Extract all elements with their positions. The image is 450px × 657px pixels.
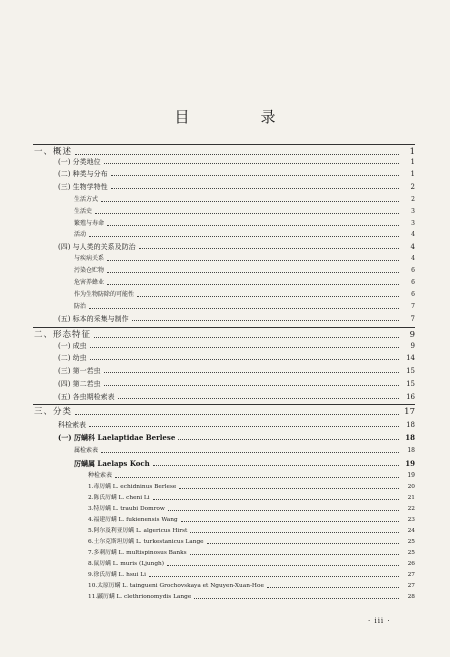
toc-entry-label: 科检索表: [58, 421, 86, 429]
toc-entry-label: 9.徐氏厉螨 L. hsui Li: [88, 572, 146, 578]
section-divider: [33, 327, 415, 328]
toc-entry-page: 25: [407, 539, 415, 545]
toc-entry-page: 7: [410, 315, 415, 323]
dot-leader: [179, 488, 399, 489]
toc-entry-page: 6: [411, 267, 415, 274]
toc-entry-page: 14: [406, 354, 415, 362]
toc-entry-label: 7.多刺厉螨 L. multispinosus Banks: [88, 550, 187, 556]
toc-entry[interactable]: [58, 170, 415, 178]
dot-leader: [101, 452, 399, 453]
dot-leader: [95, 213, 399, 214]
toc-entry-label: (五) 各虫期检索表: [58, 393, 115, 401]
dot-leader: [267, 587, 399, 588]
dot-leader: [89, 426, 399, 427]
dot-leader: [90, 359, 399, 360]
toc-entry[interactable]: [58, 354, 415, 362]
toc-entry[interactable]: [58, 380, 415, 388]
dot-leader: [107, 284, 399, 285]
toc-entry[interactable]: [74, 460, 415, 468]
dot-leader: [111, 188, 399, 189]
toc-entry-label: 生活史: [74, 208, 93, 215]
dot-leader: [178, 439, 399, 440]
page-title: 目 录: [174, 108, 304, 126]
toc-entry-label: (四) 第二若虫: [58, 380, 101, 388]
toc-entry-page: 1: [410, 158, 415, 166]
dot-leader: [111, 175, 399, 176]
toc-entry-label: 1.毒厉螨 L. echidninus Berlese: [88, 484, 177, 490]
page-number-footer: · iii ·: [368, 617, 391, 625]
toc-entry[interactable]: [88, 571, 415, 579]
toc-entry[interactable]: [74, 231, 415, 239]
toc-entry-label: (一) 分类地位: [58, 158, 101, 166]
toc-entry-page: 3: [411, 220, 415, 227]
toc-entry[interactable]: [58, 315, 415, 323]
toc-entry-label: (一) 厉螨科 Laelaptidae Berlese: [58, 433, 176, 442]
dot-leader: [94, 337, 399, 338]
toc-entry-page: 18: [406, 421, 415, 429]
toc-entry-page: 6: [411, 291, 415, 298]
dot-leader: [190, 532, 399, 533]
toc-entry-page: 16: [406, 393, 415, 401]
toc-entry-page: 15: [406, 380, 415, 388]
toc-entry-page: 19: [405, 459, 415, 468]
toc-entry[interactable]: [58, 342, 415, 350]
toc-entry[interactable]: [74, 447, 415, 455]
toc-entry[interactable]: [74, 291, 415, 299]
toc-entry-page: 18: [407, 447, 415, 454]
toc-entry-label: (四) 与人类的关系及防治: [58, 243, 136, 251]
toc-entry[interactable]: [58, 434, 415, 442]
toc-entry-label: 一、概述: [34, 147, 73, 157]
toc-entry[interactable]: [58, 421, 415, 429]
toc-entry[interactable]: [88, 549, 415, 557]
toc-entry-label: (三) 第一若虫: [58, 367, 101, 375]
dot-leader: [104, 372, 399, 373]
toc-entry[interactable]: [34, 330, 415, 340]
toc-entry-page: 21: [407, 495, 415, 501]
dot-leader: [194, 598, 399, 599]
toc-entry-label: 活动: [74, 231, 87, 238]
section-divider: [33, 404, 415, 405]
dot-leader: [207, 543, 399, 544]
toc-entry-label: 10.太原厉螨 L. taingueni Grochovskaya et Nguyen-Xuan-Hoe: [88, 583, 264, 589]
toc-entry[interactable]: [34, 407, 415, 417]
toc-entry-page: 23: [407, 517, 415, 523]
toc-entry-page: 18: [405, 433, 415, 442]
toc-entry[interactable]: [34, 147, 415, 157]
toc-entry[interactable]: [88, 582, 415, 590]
dot-leader: [181, 521, 399, 522]
dot-leader: [118, 398, 399, 399]
dot-leader: [107, 225, 399, 226]
dot-leader: [75, 414, 399, 415]
toc-entry-page: 25: [407, 550, 415, 556]
toc-entry-page: 4: [411, 231, 415, 238]
toc-entry-page: 17: [404, 407, 415, 417]
toc-entry-label: 属检索表: [74, 447, 99, 454]
dot-leader: [190, 554, 399, 555]
toc-entry-label: 厉螨属 Laelaps Koch: [74, 459, 150, 468]
dot-leader: [132, 320, 399, 321]
dot-leader: [115, 477, 399, 478]
toc-entry-label: 2.陈氏厉螨 L. cheni Li: [88, 495, 150, 501]
toc-entry-page: 6: [411, 279, 415, 286]
dot-leader: [89, 308, 399, 309]
toc-entry[interactable]: [88, 516, 415, 524]
toc-entry-label: 4.福建厉螨 L. fukienensis Wang: [88, 517, 178, 523]
toc-entry[interactable]: [74, 255, 415, 263]
dot-leader: [75, 154, 399, 155]
dot-leader: [153, 499, 399, 500]
toc-entry-label: 危害养蜂业: [74, 279, 105, 286]
toc-entry-label: 污染仓贮物: [74, 267, 105, 274]
toc-entry-page: 4: [411, 255, 415, 262]
toc-entry[interactable]: [74, 208, 415, 216]
toc-entry-page: 28: [407, 594, 415, 600]
dot-leader: [89, 236, 399, 237]
toc-entry-label: 3.特厉螨 L. traubi Domrow: [88, 506, 165, 512]
toc-entry[interactable]: [88, 560, 415, 568]
toc-entry-label: 生活方式: [74, 196, 99, 203]
toc-entry-label: 8.鼠厉螨 L. muris (Ljungh): [88, 561, 165, 567]
toc-entry-label: (三) 生物学特性: [58, 183, 108, 191]
toc-entry-label: 5.阿尔及利亚厉螨 L. algericus Hirst: [88, 528, 188, 534]
toc-entry[interactable]: [58, 158, 415, 166]
toc-entry[interactable]: [88, 538, 415, 546]
dot-leader: [107, 272, 399, 273]
toc-entry[interactable]: [74, 196, 415, 204]
toc-entry-page: 1: [409, 147, 415, 157]
dot-leader: [104, 163, 399, 164]
dot-leader: [149, 576, 399, 577]
toc-entry[interactable]: [88, 527, 415, 535]
toc-entry-page: 20: [407, 484, 415, 490]
toc-entry-page: 9: [410, 342, 415, 350]
toc-entry[interactable]: [58, 243, 415, 251]
toc-entry-page: 3: [411, 208, 415, 215]
toc-entry-label: (二) 种类与分布: [58, 170, 108, 178]
toc-entry-label: 繁殖与寿命: [74, 220, 105, 227]
toc-entry-page: 26: [407, 561, 415, 567]
toc-entry-page: 2: [410, 183, 415, 191]
toc-entry-label: 种检索表: [88, 472, 113, 479]
toc-entry-label: 二、形态特征: [34, 330, 92, 340]
toc-entry[interactable]: [58, 367, 415, 375]
toc-entry[interactable]: [58, 183, 415, 191]
toc-entry-page: 27: [407, 583, 415, 589]
toc-entry[interactable]: [58, 393, 415, 401]
toc-entry-label: 防治: [74, 303, 87, 310]
toc-entry-page: 27: [407, 572, 415, 578]
toc-entry-page: 1: [410, 170, 415, 178]
toc-entry-label: 6.土尔克斯坦厉螨 L. turkestanicus Lange: [88, 539, 204, 545]
toc-entry-page: 15: [406, 367, 415, 375]
toc-entry-page: 22: [407, 506, 415, 512]
toc-entry-label: (五) 标本的采集与制作: [58, 315, 129, 323]
toc-entry-label: 作为生物防除的可能性: [74, 291, 135, 298]
dot-leader: [167, 565, 399, 566]
toc-entry-page: 2: [411, 196, 415, 203]
toc-entry[interactable]: [88, 505, 415, 513]
toc-entry[interactable]: [74, 279, 415, 287]
toc-entry-page: 24: [407, 528, 415, 534]
dot-leader: [104, 385, 399, 386]
toc-entry[interactable]: [74, 267, 415, 275]
toc-entry[interactable]: [74, 303, 415, 311]
dot-leader: [139, 248, 399, 249]
toc-entry-page: 9: [409, 330, 415, 340]
toc-entry[interactable]: [88, 593, 415, 601]
toc-entry-label: (一) 成虫: [58, 342, 87, 350]
dot-leader: [101, 201, 399, 202]
toc-entry-label: 与疾病关系: [74, 255, 105, 262]
dot-leader: [137, 296, 399, 297]
dot-leader: [168, 510, 399, 511]
toc-entry-label: 11.鼷厉螨 L. clethrionomydis Lange: [88, 594, 192, 600]
toc-entry[interactable]: [88, 472, 415, 480]
toc-entry-page: 4: [410, 243, 415, 251]
toc-entry-label: (二) 幼虫: [58, 354, 87, 362]
toc-entry[interactable]: [74, 220, 415, 228]
section-divider: [33, 144, 415, 145]
toc-entry-page: 19: [407, 472, 415, 479]
dot-leader: [107, 260, 399, 261]
dot-leader: [153, 465, 399, 466]
toc-entry-page: 7: [411, 303, 415, 310]
toc-entry[interactable]: [88, 494, 415, 502]
dot-leader: [90, 347, 399, 348]
toc-entry[interactable]: [88, 483, 415, 491]
toc-entry-label: 三、分类: [34, 407, 73, 417]
